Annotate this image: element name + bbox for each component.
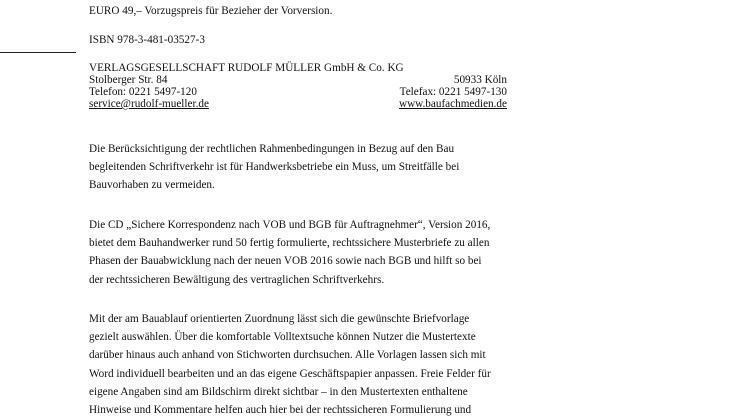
publisher-email-link[interactable]: service@rudolf-mueller.de: [89, 98, 209, 110]
paragraph-line: begleitenden Schriftverkehr ist für Handwerksbetriebe ein Muss, um Streitfälle bei: [89, 161, 460, 174]
isbn-text: ISBN 978-3-481-03527-3: [89, 34, 205, 46]
paragraph-line: Phasen der Bauabwicklung nach der neuen VOB 2016 sowie nach BGB und hilft so bei: [89, 255, 482, 268]
paragraph-line: darüber hinaus auch anhand von Stichworten durchsuchen. Alle Vorlagen lassen sich mit: [89, 349, 486, 362]
price-text: EURO 49,– Vorzugspreis für Bezieher der Vorversion.: [89, 5, 333, 17]
publisher-city: 50933 Köln: [453, 74, 507, 86]
paragraph-line: Mit der am Bauablauf orientierten Zuordnung lässt sich die gewünschte Briefvorlage: [89, 313, 470, 325]
publisher-name: VERLAGSGESELLSCHAFT RUDOLF MÜLLER GmbH & Co. KG: [89, 62, 404, 74]
paragraph-line: Word individuell bearbeiten und an das eigene Geschäftspapier anpassen. Freie Felder für: [89, 367, 491, 380]
paragraph-features: [89, 310, 511, 419]
paragraph-cd-description: [89, 216, 511, 289]
publisher-street: Stolberger Str. 84: [89, 74, 168, 86]
paragraph-line: gezielt auswählen. Über die komfortable Volltextsuche können Nutzer die Mustertexte: [89, 331, 476, 344]
paragraph-line: bietet dem Bauhandwerker rund 50 fertig formulierte, rechtssichere Musterbriefe zu allen: [89, 237, 490, 250]
isbn-note: [89, 33, 511, 48]
publisher-phone: Telefon: 0221 5497-120: [89, 86, 197, 98]
publisher-fax: Telefax: 0221 5497-130: [399, 86, 507, 98]
paragraph-line: Die Berücksichtigung der rechtlichen Rahmenbedingungen in Bezug auf den Bau: [89, 143, 455, 155]
paragraph-line: Die CD „Sichere Korrespondenz nach VOB und BGB für Auftragnehmer“, Version 2016,: [89, 219, 491, 231]
price-note: [89, 4, 511, 19]
publisher-address-row: [89, 74, 507, 86]
divider-line: [0, 52, 76, 53]
publisher-name-row: [89, 62, 507, 74]
paragraph-line: der rechtssicheren Bewältigung des vertraglichen Schriftverkehrs.: [89, 273, 385, 286]
paragraph-line: eigene Angaben sind am Bildschirm direkt sichtbar – in den Mustertexten enthaltene: [89, 385, 468, 398]
paragraph-line: Bauvorhaben zu vermeiden.: [89, 179, 215, 192]
paragraph-intro: [89, 140, 511, 195]
publisher-phone-row: [89, 86, 507, 98]
paragraph-line: Hinweise und Kommentare helfen auch hier bei der rechtssicheren Formulierung und: [89, 404, 472, 417]
publisher-contact-row: [89, 98, 507, 110]
publisher-website-link[interactable]: www.baufachmedien.de: [399, 98, 507, 110]
publisher-block: [89, 62, 507, 110]
